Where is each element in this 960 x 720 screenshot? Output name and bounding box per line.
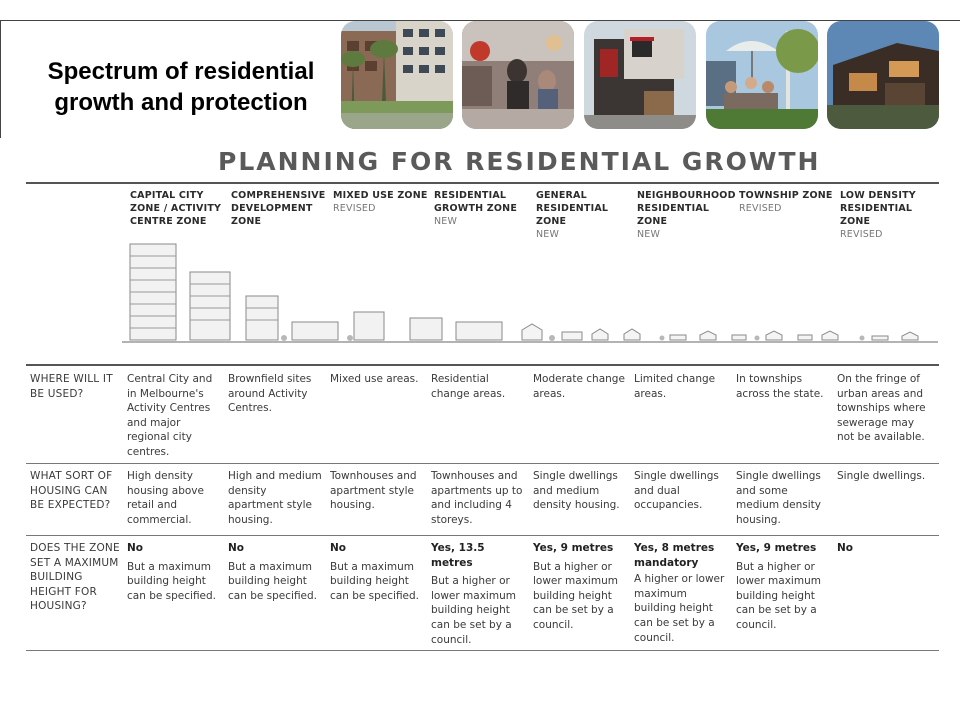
table-bottom-divider: [26, 650, 939, 651]
zone-header-comprehensive-development: [231, 189, 327, 228]
dark-house-photo: [827, 21, 939, 129]
height-detail: But a maximum building height can be specified.: [330, 560, 420, 602]
height-detail: But a maximum building height can be specified.: [228, 560, 318, 602]
zone-name: LOW DENSITY RESIDENTIAL ZONE: [840, 190, 916, 227]
table-cell: Mixed use areas.: [330, 373, 419, 385]
height-answer: No: [127, 542, 144, 554]
zone-header-residential-growth: [434, 189, 530, 228]
zone-name: NEIGHBOURHOOD RESIDENTIAL ZONE: [637, 190, 736, 227]
table-cell: Limited change areas.: [634, 373, 716, 400]
height-answer: Yes, 13.5 metres: [431, 542, 485, 569]
table-cell: [736, 541, 832, 633]
table-cell: Brownfield sites around Activity Centres.: [228, 373, 312, 415]
height-answer: Yes, 9 metres: [533, 542, 614, 554]
zone-header-low-density: [840, 189, 936, 241]
zone-status: NEW: [434, 216, 458, 227]
table-cell: Single dwellings.: [837, 470, 926, 482]
table-cell: Townhouses and apartment style housing.: [330, 470, 417, 512]
zone-name: MIXED USE ZONE: [333, 190, 428, 201]
heading-divider: [26, 182, 939, 184]
zone-status: REVISED: [840, 229, 883, 240]
zone-name: TOWNSHIP ZONE: [739, 190, 833, 201]
zone-status: NEW: [536, 229, 560, 240]
height-answer: Yes, 9 metres: [736, 542, 817, 554]
table-top-divider: [26, 364, 939, 366]
height-answer: No: [228, 542, 245, 554]
zone-header-township: [739, 189, 835, 215]
table-cell: [431, 541, 527, 647]
table-cell: Townhouses and apartments up to and including 4 storeys.: [431, 470, 523, 526]
table-cell: Central City and in Melbourne's Activity Centres and major regional city centres.: [127, 373, 213, 458]
table-cell: Single dwellings and some medium density housing.: [736, 470, 821, 526]
row-divider: [26, 535, 939, 536]
height-answer: Yes, 8 metres mandatory: [634, 542, 715, 569]
height-detail: But a maximum building height can be specified.: [127, 560, 217, 602]
table-cell: High and medium density apartment style housing.: [228, 470, 322, 526]
document-heading: PLANNING FOR RESIDENTIAL GROWTH: [218, 147, 821, 176]
left-border-line: [0, 20, 1, 138]
slide-title: [20, 56, 342, 118]
zone-header-mixed-use: [333, 189, 429, 215]
street-shoppers-photo: [462, 21, 574, 129]
zone-name: GENERAL RESIDENTIAL ZONE: [536, 190, 609, 227]
zone-status: REVISED: [333, 203, 376, 214]
table-cell: Moderate change areas.: [533, 373, 625, 400]
height-detail: But a higher or lower maximum building height can be set by a council.: [736, 560, 821, 631]
table-cell: [330, 541, 426, 603]
table-cell: [533, 541, 629, 633]
modern-townhouse-photo: [584, 21, 696, 129]
row-label-where-used: WHERE WILL IT BE USED?: [30, 373, 113, 400]
zone-name: RESIDENTIAL GROWTH ZONE: [434, 190, 518, 214]
height-answer: No: [837, 542, 854, 554]
row-label-max-height: DOES THE ZONE SET A MAXIMUM BUILDING HEIGHT FOR HOUSING?: [30, 542, 120, 613]
table-cell: High density housing above retail and commercial.: [127, 470, 204, 526]
row-divider: [26, 463, 939, 464]
table-cell: Residential change areas.: [431, 373, 506, 400]
table-cell: [127, 541, 223, 603]
skyline-illustration: [122, 240, 938, 348]
slide-title-line-2: growth and protection: [54, 89, 308, 116]
table-cell: On the fringe of urban areas and townships where sewerage may not be available.: [837, 373, 926, 444]
outdoor-cafe-photo: [706, 21, 818, 129]
zone-header-general-residential: [536, 189, 632, 241]
height-detail: But a higher or lower maximum building height can be set by a council.: [431, 575, 516, 646]
table-cell: In townships across the state.: [736, 373, 824, 400]
table-cell: Single dwellings and medium density housing.: [533, 470, 620, 512]
zone-name: COMPREHENSIVE DEVELOPMENT ZONE: [231, 190, 326, 227]
table-cell: [837, 541, 933, 556]
zone-status: NEW: [637, 229, 661, 240]
height-answer: No: [330, 542, 347, 554]
zone-header-neighbourhood-residential: [637, 189, 736, 241]
table-cell: Single dwellings and dual occupancies.: [634, 470, 719, 512]
table-cell: [228, 541, 324, 603]
table-cell: [634, 541, 730, 645]
height-detail: A higher or lower maximum building height can be set by a council.: [634, 573, 725, 644]
height-detail: But a higher or lower maximum building height can be set by a council.: [533, 560, 618, 631]
slide-title-line-1: Spectrum of residential: [47, 58, 315, 85]
zone-name: CAPITAL CITY ZONE / ACTIVITY CENTRE ZONE: [130, 190, 222, 227]
apartments-photo: [341, 21, 453, 129]
zone-status: REVISED: [739, 203, 782, 214]
row-label-housing-type: WHAT SORT OF HOUSING CAN BE EXPECTED?: [30, 470, 113, 512]
zone-header-capital-city: [130, 189, 226, 228]
